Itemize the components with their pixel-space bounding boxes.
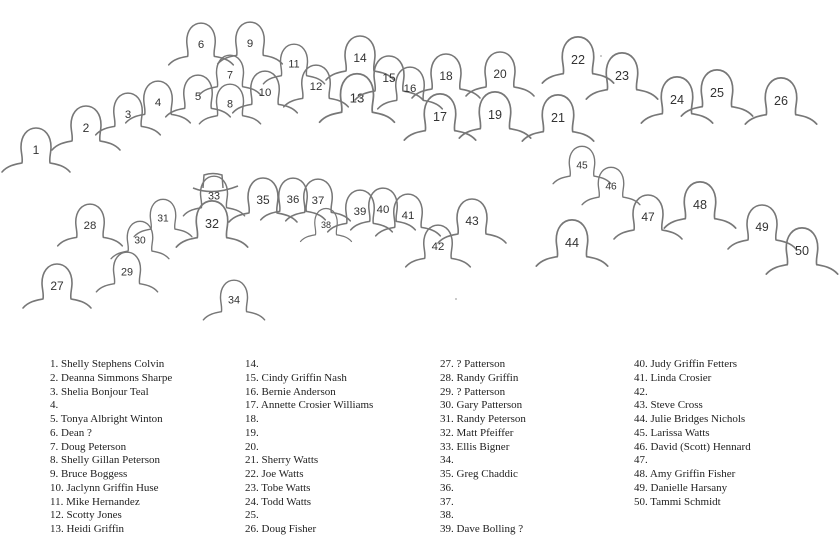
person-number: 45 (576, 160, 588, 172)
legend-entry: 3. Shelia Bonjour Teal (50, 385, 149, 398)
legend-entry: 18. (245, 413, 259, 425)
legend-entry: 41. Linda Crosier (634, 371, 712, 384)
person-number: 24 (669, 93, 685, 108)
name-legend (0, 358, 840, 548)
person-number: 10 (258, 86, 272, 99)
person-46 (582, 167, 640, 204)
legend-entry: 35. Greg Chaddic (440, 468, 518, 480)
person-number: 7 (226, 69, 234, 82)
person-number: 36 (286, 193, 300, 206)
legend-entry: 32. Matt Pfeiffer (440, 426, 514, 439)
person-number: 19 (487, 108, 503, 123)
person-30 (111, 221, 169, 258)
legend-entry: 46. David (Scott) Hennard (634, 440, 751, 453)
legend-entry: 22. Joe Watts (245, 468, 304, 480)
person-42 (406, 225, 471, 267)
person-number: 38 (320, 220, 332, 230)
person-27 (23, 264, 91, 308)
person-number: 28 (83, 219, 97, 232)
person-20 (466, 52, 534, 96)
person-1 (2, 128, 70, 172)
person-number: 48 (692, 198, 708, 213)
legend-entry: 23. Tobe Watts (245, 481, 311, 494)
person-26 (745, 78, 816, 124)
legend-entry: 15. Cindy Griffin Nash (245, 371, 347, 384)
person-number: 22 (570, 53, 586, 68)
legend-entry: 8. Shelly Gillan Peterson (50, 454, 160, 467)
person-number: 11 (288, 58, 300, 71)
person-number: 49 (755, 220, 769, 234)
person-number: 27 (50, 279, 64, 293)
person-number: 15 (382, 71, 396, 85)
person-number: 47 (641, 210, 655, 224)
legend-column (634, 358, 834, 509)
speck (600, 55, 602, 57)
person-number: 43 (465, 214, 479, 228)
legend-entry: 29. ? Patterson (440, 385, 506, 398)
legend-entry: 33. Ellis Bigner (440, 440, 510, 453)
legend-entry: 14. (245, 358, 259, 370)
person-29 (96, 252, 157, 292)
person-number: 3 (124, 108, 132, 121)
legend-entry: 43. Steve Cross (634, 399, 703, 412)
legend-entry: 12. Scotty Jones (50, 509, 122, 522)
legend-entry: 45. Larissa Watts (634, 426, 710, 439)
person-28 (58, 204, 123, 246)
legend-entry: 26. Doug Fisher (245, 523, 317, 535)
person-12 (284, 65, 349, 107)
legend-entry: 47. (634, 454, 648, 467)
person-number: 37 (311, 194, 325, 207)
person-number: 46 (605, 181, 617, 193)
person-number: 14 (353, 51, 367, 65)
person-number: 18 (439, 69, 453, 83)
person-45 (553, 146, 611, 183)
legend-entry: 34. (440, 454, 454, 467)
legend-entry: 38. (440, 509, 454, 522)
person-23 (586, 53, 657, 99)
person-49 (728, 205, 796, 249)
person-21 (522, 95, 593, 141)
person-48 (664, 182, 735, 228)
person-number: 29 (120, 266, 134, 279)
person-38 (301, 209, 352, 242)
person-number: 4 (154, 96, 162, 109)
legend-entry: 19. (245, 426, 259, 439)
legend-entry: 21. Sherry Watts (245, 454, 319, 467)
legend-entry: 24. Todd Watts (245, 495, 312, 508)
person-number: 30 (134, 235, 146, 247)
person-number: 17 (432, 110, 448, 125)
legend-entry: 16. Bernie Anderson (245, 385, 336, 398)
person-32 (176, 201, 247, 247)
legend-entry: 48. Amy Griffin Fisher (634, 468, 736, 480)
person-number: 25 (709, 86, 725, 101)
speck (455, 298, 457, 300)
person-31 (134, 199, 192, 236)
legend-entry: 37. (440, 495, 454, 508)
person-number: 39 (353, 205, 367, 218)
person-number: 5 (194, 90, 202, 103)
person-number: 12 (309, 80, 323, 93)
person-number: 2 (82, 121, 90, 135)
person-5 (166, 75, 234, 117)
person-number: 9 (246, 37, 254, 50)
legend-entry: 39. Dave Bolling ? (440, 523, 524, 535)
person-number: 21 (550, 111, 566, 126)
legend-entry: 50. Tammi Schmidt (634, 495, 721, 508)
person-number: 16 (403, 82, 417, 95)
person-44 (536, 220, 607, 266)
person-number: 23 (614, 69, 630, 84)
legend-entry: 6. Dean ? (50, 426, 92, 439)
legend-entry: 7. Doug Peterson (50, 440, 127, 453)
person-number: 33 (207, 190, 221, 203)
legend-entry: 4. (50, 399, 59, 412)
legend-entry: 30. Gary Patterson (440, 399, 523, 412)
person-number: 35 (256, 193, 270, 207)
person-number: 34 (227, 294, 241, 307)
legend-entry: 44. Julie Bridges Nichols (634, 413, 746, 425)
legend-column (245, 358, 445, 537)
legend-column (440, 358, 640, 537)
person-4 (126, 81, 191, 123)
person-43 (438, 199, 506, 243)
person-34 (203, 280, 264, 320)
person-number: 42 (431, 240, 445, 253)
legend-entry: 36. (440, 481, 454, 494)
person-number: 8 (226, 98, 234, 111)
legend-entry: 31. Randy Peterson (440, 413, 526, 425)
legend-entry: 25. (245, 509, 259, 522)
legend-entry: 42. (634, 385, 648, 398)
legend-column (50, 358, 250, 537)
legend-entry: 17. Annette Crosier Williams (245, 399, 374, 412)
person-number: 1 (32, 143, 40, 157)
person-50 (766, 228, 837, 274)
person-19 (459, 92, 530, 138)
person-9 (218, 22, 283, 64)
legend-entry: 10. Jaclynn Griffin Huse (50, 481, 159, 494)
person-number: 40 (376, 203, 390, 216)
legend-entry: 1. Shelly Stephens Colvin (50, 358, 165, 370)
legend-entry: 13. Heidi Griffin (50, 523, 125, 535)
person-number: 44 (564, 236, 580, 251)
legend-entry: 40. Judy Griffin Fetters (634, 358, 738, 370)
person-11 (263, 44, 324, 84)
person-47 (614, 195, 682, 239)
legend-entry: 27. ? Patterson (440, 358, 506, 370)
person-number: 50 (794, 244, 810, 259)
legend-entry: 20. (245, 440, 259, 453)
legend-entry: 49. Danielle Harsany (634, 481, 728, 494)
person-3 (96, 93, 161, 135)
person-number: 31 (157, 213, 169, 225)
person-number: 41 (401, 209, 415, 222)
person-number: 6 (197, 38, 205, 51)
person-number: 32 (204, 217, 220, 232)
person-33 (183, 176, 244, 216)
legend-entry: 2. Deanna Simmons Sharpe (50, 371, 173, 384)
person-number: 13 (349, 90, 365, 106)
person-number: 20 (493, 67, 507, 81)
legend-entry: 9. Bruce Boggess (50, 468, 128, 480)
person-22 (542, 37, 613, 83)
legend-entry: 5. Tonya Albright Winton (50, 413, 163, 425)
legend-entry: 11. Mike Hernandez (50, 495, 140, 508)
person-number: 26 (773, 94, 789, 109)
legend-entry: 28. Randy Griffin (440, 371, 519, 384)
